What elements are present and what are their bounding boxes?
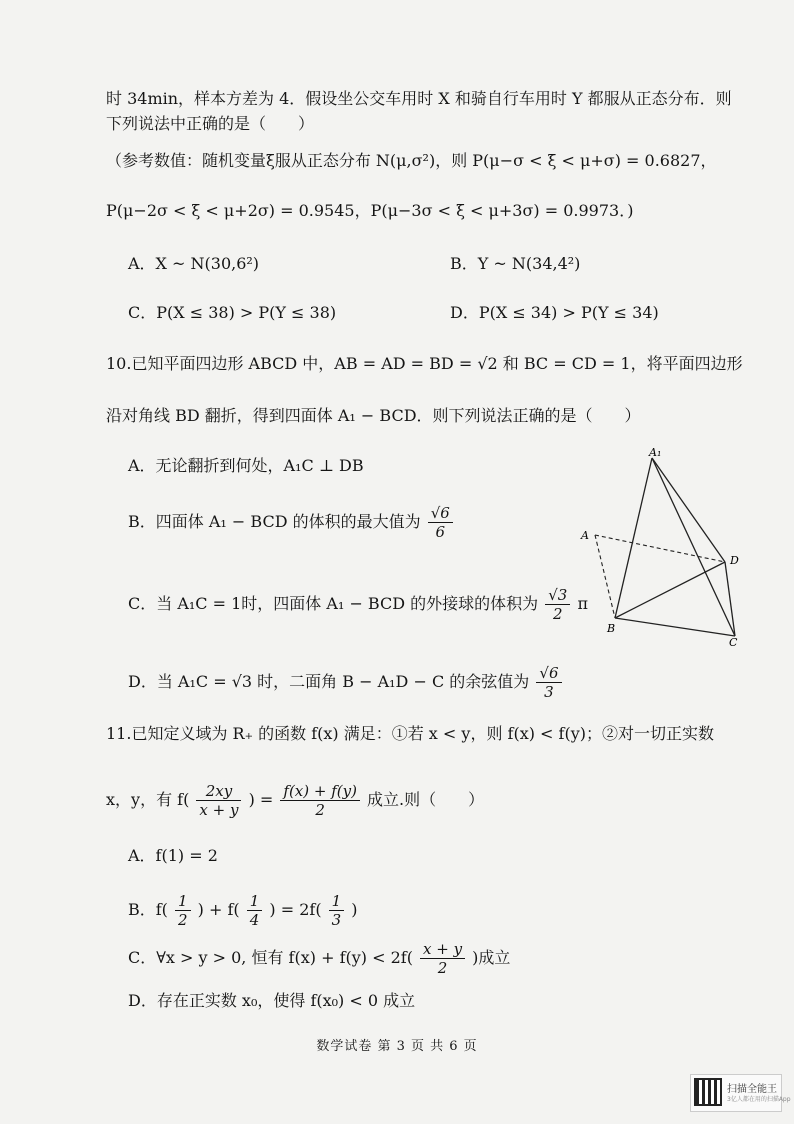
q11-option-c-pre: C．∀x > y > 0, 恒有 f(x) + f(y) < 2f( (128, 948, 413, 967)
q11-option-b-frac3-den: 3 (331, 911, 342, 929)
q9-line1: 时 34min，样本方差为 4．假设坐公交车用时 X 和骑自行车用时 Y 都服从正态分布．则 (106, 89, 732, 108)
q11-stem2-prefix: x，y，有 f( (106, 790, 190, 809)
q11-option-b-mid1: ) + f( (197, 900, 240, 919)
edge-a-d-dashed (595, 535, 725, 562)
edge-a-b-dashed (595, 535, 615, 618)
q10-option-b-numerator: √6 (428, 504, 453, 523)
q11-stem2-frac1-den: x + y (199, 801, 239, 819)
q11-option-b-frac2-den: 4 (249, 911, 260, 929)
edge-a1-d (652, 458, 725, 562)
q10-option-b (128, 504, 455, 541)
vertex-label-a: A (581, 529, 589, 542)
q10-option-b-text: B．四面体 A₁ − BCD 的体积的最大值为 (128, 512, 421, 531)
q11-option-b-frac3 (329, 892, 345, 929)
q11-option-b-frac1-den: 2 (178, 911, 188, 929)
q11-option-b-frac2 (247, 892, 263, 929)
edge-b-c (615, 618, 735, 636)
edge-a1-c (652, 458, 735, 636)
q10-option-c-fraction (545, 586, 570, 623)
edge-a1-b (615, 458, 652, 618)
q10-option-a: A．无论翻折到何处，A₁C ⊥ DB (128, 456, 364, 475)
q11-stem2-frac2-num: f(x) + f(y) (280, 782, 360, 801)
vertex-label-c: C (729, 636, 738, 648)
q11-option-c (128, 940, 510, 977)
q11-option-c-den: 2 (437, 959, 448, 977)
q11-option-d: D．存在正实数 x₀，使得 f(x₀) < 0 成立 (128, 991, 416, 1010)
q11-stem2-suffix: 成立.则（ ） (367, 790, 485, 809)
q11-option-b-pre: B．f( (128, 900, 168, 919)
q10-option-d (128, 664, 564, 701)
q11-stem2-frac2-den: 2 (315, 801, 325, 819)
q10-option-d-fraction (536, 664, 561, 701)
vertex-label-b: B (607, 622, 616, 635)
q11-stem2-frac1-num: 2xy (196, 782, 241, 801)
q11-option-b-frac1-num: 1 (175, 892, 191, 911)
tetrahedron-figure (575, 448, 750, 648)
q10-option-c-text: C．当 A₁C = 1时，四面体 A₁ − BCD 的外接球的体积为 (128, 594, 539, 613)
q11-option-b (128, 892, 358, 929)
q11-option-b-frac2-num: 1 (247, 892, 263, 911)
q9-option-a: A．X ~ N(30,6²) (128, 254, 260, 273)
q9-reference-line2: P(μ−2σ < ξ < μ+2σ) = 0.9545，P(μ−3σ < ξ < μ+3σ) = 0.9973．) (106, 201, 634, 220)
scanner-label: 扫描全能王 (727, 1084, 777, 1095)
q10-option-b-fraction (428, 504, 453, 541)
vertex-label-d: D (730, 554, 739, 567)
scanner-sublabel: 3亿人都在用的扫描App (727, 1096, 791, 1103)
q9-option-d: D．P(X ≤ 34) > P(Y ≤ 34) (450, 303, 659, 322)
q10-option-b-denominator: 6 (435, 523, 446, 541)
q11-stem2-mid: ) = (248, 790, 274, 809)
q10-option-d-denominator: 3 (544, 683, 554, 701)
q11-option-b-post: ) (351, 900, 358, 919)
q11-option-b-mid2: ) = 2f( (269, 900, 322, 919)
q10-stem-line1: 10.已知平面四边形 ABCD 中，AB = AD = BD = √2 和 BC = CD = 1，将平面四边形 (106, 354, 743, 373)
q11-option-c-num: x + y (420, 940, 465, 959)
q11-option-a: A．f(1) = 2 (128, 846, 218, 865)
q11-option-c-post: )成立 (472, 948, 511, 967)
page-footer: 数学试卷 第 3 页 共 6 页 (316, 1039, 478, 1054)
edge-b-d (615, 562, 725, 618)
q10-option-d-numerator: √6 (536, 664, 561, 683)
qr-code-icon (694, 1078, 722, 1106)
q10-option-c-numerator: √3 (545, 586, 570, 605)
q11-stem2-fraction2 (280, 782, 360, 819)
q9-reference-line1: （参考数值：随机变量ξ服从正态分布 N(μ,σ²)，则 P(μ−σ < ξ < μ+σ) = 0.6827， (106, 151, 717, 170)
q11-stem2-fraction1 (196, 782, 241, 819)
q11-option-b-frac1 (175, 892, 191, 929)
q11-option-b-frac3-num: 1 (329, 892, 345, 911)
q11-stem-line2 (106, 782, 484, 819)
q10-stem-line2: 沿对角线 BD 翻折，得到四面体 A₁ − BCD．则下列说法正确的是（ ） (106, 406, 641, 425)
q9-line2: 下列说法中正确的是（ ） (106, 114, 315, 133)
vertex-label-a1: A₁ (649, 448, 662, 459)
q10-option-c-pi: π (577, 594, 588, 613)
q11-stem-line1: 11.已知定义域为 R₊ 的函数 f(x) 满足：①若 x < y，则 f(x) < f(y)；②对一切正实数 (106, 724, 714, 743)
q9-option-b: B．Y ~ N(34,4²) (450, 254, 581, 273)
q9-option-c: C．P(X ≤ 38) > P(Y ≤ 38) (128, 303, 337, 322)
q10-option-c-denominator: 2 (553, 605, 563, 623)
q11-option-c-fraction (420, 940, 465, 977)
q10-option-c (128, 586, 588, 623)
q10-option-d-text: D．当 A₁C = √3 时，二面角 B − A₁D − C 的余弦值为 (128, 672, 530, 691)
